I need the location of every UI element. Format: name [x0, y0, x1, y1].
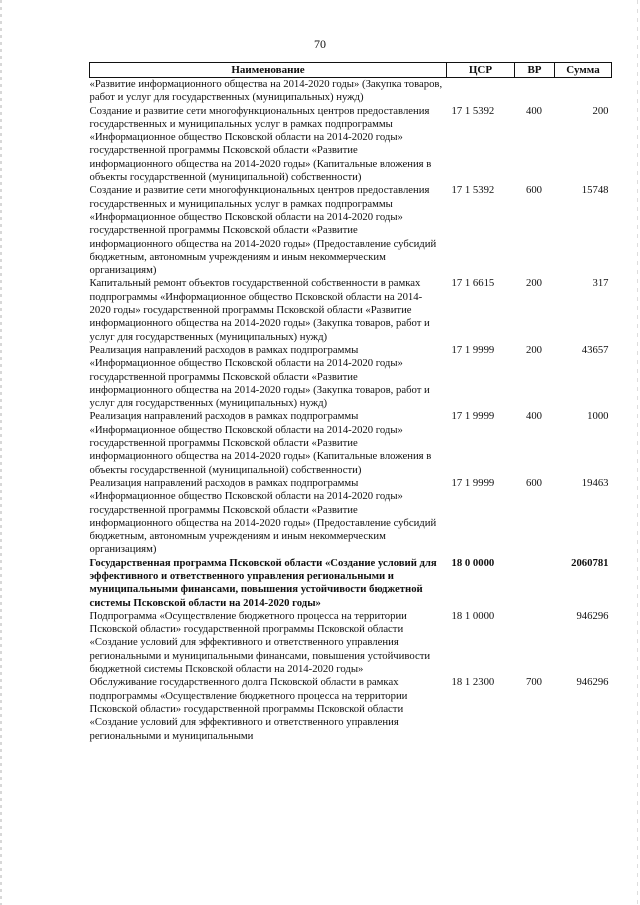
- cell-name: Реализация направлений расходов в рамках подпрограммы «Информационное общество Псковской области на 2014-2020 годы» государственной программы Псковской области «Развитие информационного общества на 2014-2020 годы» (Предоставление субсидий бюджетным, автономным учреждениям и иным некоммерческим организациям): [89, 476, 437, 556]
- cell-name: «Развитие информационного общества на 2014-2020 годы» (Закупка товаров, работ и услуг для государственных (муниципальных) нужд): [89, 78, 443, 104]
- cell-name: Капитальный ремонт объектов государственной собственности в рамках подпрограммы «Информационное общество Псковской области на 2014-2020 годы» государственной программы Псковской области «Развитие информационного общества на 2014-2020 годы» (Закупка товаров, работ и услуг для государственных (муниципальных) нужд): [89, 277, 430, 343]
- table-row: [90, 277, 612, 343]
- cell-csr: 18 1 2300: [451, 676, 495, 689]
- cell-name: Реализация направлений расходов в рамках подпрограммы «Информационное общество Псковской области на 2014-2020 годы» государственной программы Псковской области «Развитие информационного общества на 2014-2020 годы» (Капитальные вложения в объекты государственной (муниципальной) собственности): [89, 410, 432, 476]
- cell-csr: 18 1 0000: [451, 609, 495, 622]
- cell-sum: 946296: [576, 676, 609, 689]
- table-row: [90, 344, 612, 410]
- cell-sum: 15748: [581, 184, 609, 197]
- cell-vr: 200: [525, 343, 543, 356]
- cell-vr: 600: [525, 476, 543, 489]
- cell-sum: 946296: [576, 609, 609, 622]
- table-row: [90, 676, 612, 742]
- cell-csr: 17 1 5392: [451, 184, 495, 197]
- cell-name: Создание и развитие сети многофункциональных центров предоставления государственных и муниципальных услуг в рамках подпрограммы «Информационное общество Псковской области на 2014-2020 годы» государственной программы Псковской области «Развитие информационного общества на 2014-2020 годы» (Капитальные вложения в объекты государственной (муниципальной) собственности): [89, 104, 432, 184]
- cell-vr: 700: [525, 676, 543, 689]
- cell-sum: 43657: [581, 343, 609, 356]
- cell-name: Создание и развитие сети многофункциональных центров предоставления государственных и муниципальных услуг в рамках подпрограммы «Информационное общество Псковской области на 2014-2020 годы» государственной программы Псковской области «Развитие информационного общества на 2014-2020 годы» (Предоставление субсидий бюджетным, автономным учреждениям и иным некоммерческим организациям): [89, 184, 437, 277]
- cell-name: Подпрограмма «Осуществление бюджетного процесса на территории Псковской области» государственной программы Псковской области «Создание условий для эффективного и ответственного управления региональными и муниципальными финансами, повышения устойчивости бюджетной системы Псковской области на 2014-2020 годы»: [89, 609, 431, 676]
- cell-sum: 317: [592, 277, 609, 290]
- table-row: [90, 105, 612, 185]
- cell-sum: 1000: [587, 410, 609, 423]
- scan-binding-edge-right: [637, 0, 638, 905]
- table-row: [90, 477, 612, 557]
- cell-vr: [515, 557, 555, 610]
- cell-sum: [555, 78, 612, 105]
- table-header-row: [90, 63, 612, 78]
- cell-csr: 18 0 0000: [451, 556, 495, 569]
- cell-csr: [447, 78, 515, 105]
- header-name: Наименование: [90, 63, 447, 78]
- cell-csr: 17 1 9999: [451, 410, 495, 423]
- header-csr: ЦСР: [447, 63, 515, 78]
- cell-vr: [515, 610, 555, 676]
- budget-table: [89, 62, 612, 743]
- cell-vr: 600: [525, 184, 543, 197]
- table-row: [90, 410, 612, 476]
- table-row: [90, 610, 612, 676]
- header-vr: ВР: [515, 63, 555, 78]
- table-body: [90, 78, 612, 743]
- cell-name: Реализация направлений расходов в рамках подпрограммы «Информационное общество Псковской области на 2014-2020 годы» государственной программы Псковской области «Развитие информационного общества на 2014-2020 годы» (Закупка товаров, работ и услуг для государственных (муниципальных) нужд): [89, 343, 430, 410]
- cell-name: Государственная программа Псковской области «Создание условий для эффективного и ответственного управления региональными и муниципальными финансами, повышения устойчивости бюджетной системы Псковской области на 2014-2020 годы»: [89, 556, 437, 609]
- cell-vr: 200: [525, 277, 543, 290]
- cell-csr: 17 1 6615: [451, 277, 495, 290]
- cell-sum: 19463: [581, 476, 609, 489]
- cell-vr: 400: [525, 104, 543, 117]
- cell-csr: 17 1 5392: [451, 104, 495, 117]
- table-row: [90, 557, 612, 610]
- cell-sum: 200: [592, 104, 609, 117]
- table-row: [90, 184, 612, 277]
- cell-name: Обслуживание государственного долга Псковской области в рамках подпрограммы «Осуществление бюджетного процесса на территории Псковской области» государственной программы Псковской области «Создание условий для эффективного и ответственного управления региональными и муниципальными: [89, 676, 408, 742]
- header-sum: Сумма: [555, 63, 612, 78]
- scan-binding-edge-left: [0, 0, 2, 905]
- cell-vr: [515, 78, 555, 105]
- cell-sum: 2060781: [571, 556, 609, 569]
- cell-csr: 17 1 9999: [451, 476, 495, 489]
- page-number: 70: [314, 37, 326, 51]
- cell-csr: 17 1 9999: [451, 343, 495, 356]
- table-row: [90, 78, 612, 105]
- cell-vr: 400: [525, 410, 543, 423]
